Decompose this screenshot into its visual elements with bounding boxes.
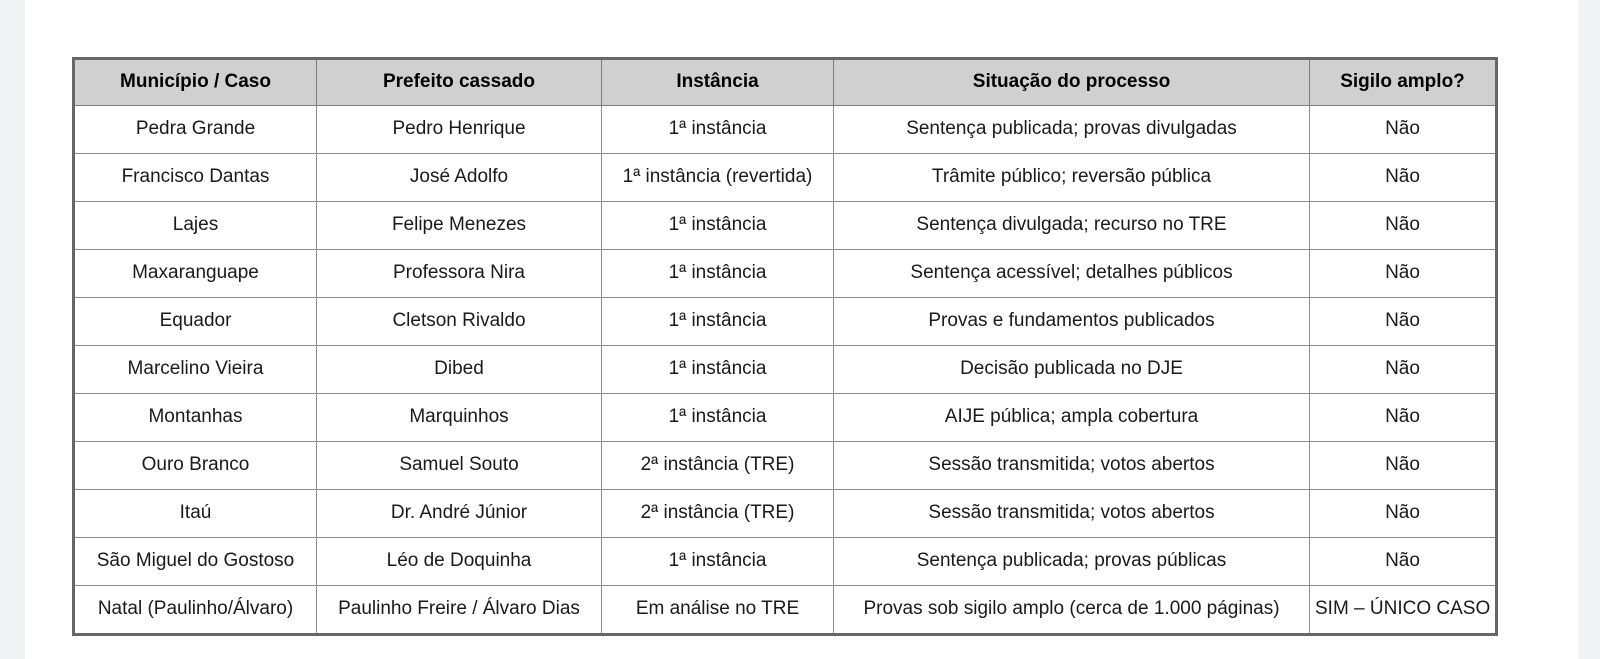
column-header-instancia: Instância <box>602 59 834 106</box>
cell-municipio: Montanhas <box>74 394 317 442</box>
cell-municipio: Maxaranguape <box>74 250 317 298</box>
cell-instancia: 1ª instância <box>602 394 834 442</box>
cell-situacao: Sentença publicada; provas divulgadas <box>834 106 1310 154</box>
cell-municipio: Itaú <box>74 490 317 538</box>
table-row <box>74 394 1497 442</box>
cell-municipio: Francisco Dantas <box>74 154 317 202</box>
table-row <box>74 442 1497 490</box>
column-header-situacao: Situação do processo <box>834 59 1310 106</box>
cell-sigilo: Não <box>1310 442 1497 490</box>
document-canvas <box>25 0 1578 659</box>
cell-situacao: Sessão transmitida; votos abertos <box>834 442 1310 490</box>
cell-prefeito: Cletson Rivaldo <box>317 298 602 346</box>
cell-municipio: São Miguel do Gostoso <box>74 538 317 586</box>
cell-situacao: Provas e fundamentos publicados <box>834 298 1310 346</box>
cell-situacao: Sentença divulgada; recurso no TRE <box>834 202 1310 250</box>
table-body <box>74 106 1497 635</box>
cell-prefeito: Professora Nira <box>317 250 602 298</box>
column-header-prefeito: Prefeito cassado <box>317 59 602 106</box>
cell-prefeito: Dibed <box>317 346 602 394</box>
cell-situacao: Sessão transmitida; votos abertos <box>834 490 1310 538</box>
cell-instancia: 1ª instância (revertida) <box>602 154 834 202</box>
column-header-sigilo: Sigilo amplo? <box>1310 59 1497 106</box>
cell-sigilo: Não <box>1310 346 1497 394</box>
cell-prefeito: Dr. André Júnior <box>317 490 602 538</box>
cell-instancia: 1ª instância <box>602 346 834 394</box>
cell-prefeito: Felipe Menezes <box>317 202 602 250</box>
table-row <box>74 250 1497 298</box>
cell-sigilo: Não <box>1310 298 1497 346</box>
cases-table <box>72 57 1498 636</box>
cell-prefeito: Samuel Souto <box>317 442 602 490</box>
page-gutter-right <box>1578 0 1600 659</box>
cell-municipio: Natal (Paulinho/Álvaro) <box>74 586 317 635</box>
cell-situacao: Sentença acessível; detalhes públicos <box>834 250 1310 298</box>
cell-municipio: Ouro Branco <box>74 442 317 490</box>
cell-instancia: Em análise no TRE <box>602 586 834 635</box>
page-gutter-left <box>0 0 25 659</box>
cell-sigilo: Não <box>1310 538 1497 586</box>
cell-instancia: 1ª instância <box>602 298 834 346</box>
cell-prefeito: Léo de Doquinha <box>317 538 602 586</box>
cell-prefeito: Paulinho Freire / Álvaro Dias <box>317 586 602 635</box>
table-row <box>74 154 1497 202</box>
cell-municipio: Pedra Grande <box>74 106 317 154</box>
cell-situacao: Provas sob sigilo amplo (cerca de 1.000 páginas) <box>834 586 1310 635</box>
table-row <box>74 298 1497 346</box>
column-header-municipio: Município / Caso <box>74 59 317 106</box>
cell-instancia: 2ª instância (TRE) <box>602 442 834 490</box>
cell-situacao: AIJE pública; ampla cobertura <box>834 394 1310 442</box>
cell-prefeito: Pedro Henrique <box>317 106 602 154</box>
table-header-row <box>74 59 1497 106</box>
table-header <box>74 59 1497 106</box>
table-row <box>74 346 1497 394</box>
table-row <box>74 538 1497 586</box>
table-container <box>72 57 1495 636</box>
cell-prefeito: Marquinhos <box>317 394 602 442</box>
cell-prefeito: José Adolfo <box>317 154 602 202</box>
cell-sigilo: Não <box>1310 106 1497 154</box>
cell-sigilo: Não <box>1310 154 1497 202</box>
cell-municipio: Equador <box>74 298 317 346</box>
cell-municipio: Marcelino Vieira <box>74 346 317 394</box>
cell-instancia: 1ª instância <box>602 250 834 298</box>
cell-situacao: Sentença publicada; provas públicas <box>834 538 1310 586</box>
cell-situacao: Decisão publicada no DJE <box>834 346 1310 394</box>
table-row <box>74 106 1497 154</box>
cell-municipio: Lajes <box>74 202 317 250</box>
cell-instancia: 1ª instância <box>602 106 834 154</box>
cell-instancia: 1ª instância <box>602 202 834 250</box>
cell-instancia: 1ª instância <box>602 538 834 586</box>
table-row <box>74 202 1497 250</box>
cell-sigilo: Não <box>1310 490 1497 538</box>
cell-sigilo: Não <box>1310 394 1497 442</box>
table-row <box>74 586 1497 635</box>
cell-sigilo: SIM – ÚNICO CASO <box>1310 586 1497 635</box>
cell-sigilo: Não <box>1310 250 1497 298</box>
cell-instancia: 2ª instância (TRE) <box>602 490 834 538</box>
cell-sigilo: Não <box>1310 202 1497 250</box>
cell-situacao: Trâmite público; reversão pública <box>834 154 1310 202</box>
table-row <box>74 490 1497 538</box>
